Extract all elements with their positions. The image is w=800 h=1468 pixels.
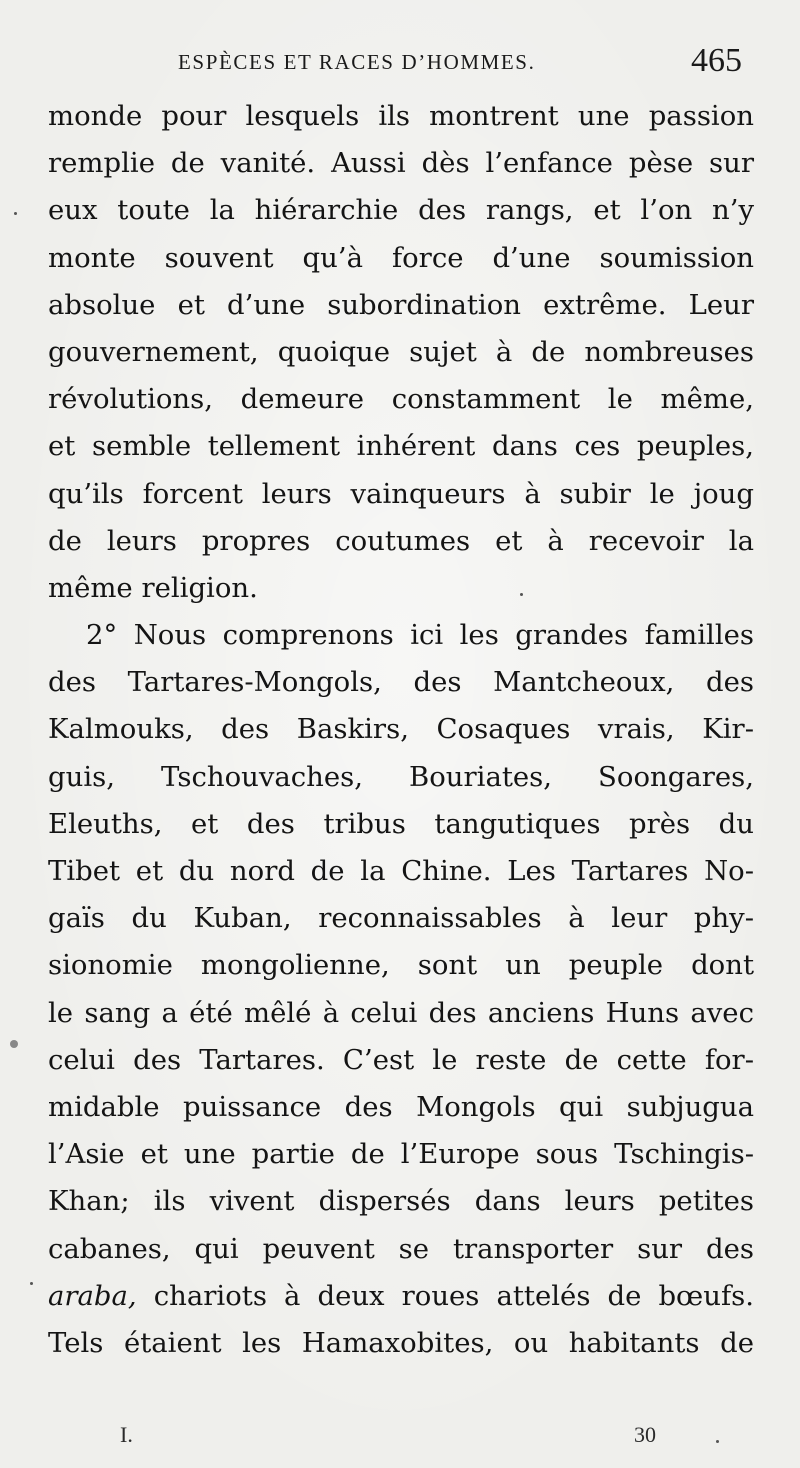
text-line: révolutions, demeure constamment le même, — [48, 383, 754, 416]
text-line: Tels étaient les Hamaxobites, ou habitants de — [48, 1326, 754, 1359]
page-number: 465 — [691, 42, 742, 79]
text-line: l’Asie et une partie de l’Europe sous Tschingis- — [48, 1138, 754, 1171]
ink-speck — [520, 593, 523, 596]
text-line: absolue et d’une subordination extrême. Leur — [48, 288, 754, 321]
signature-mark-right: 30 — [634, 1422, 656, 1447]
ink-speck — [30, 1282, 33, 1285]
running-head: ESPÈCES ET RACES D’HOMMES. — [178, 50, 536, 74]
text-line: monte souvent qu’à force d’une soumission — [48, 241, 754, 274]
text-line: Eleuths, et des tribus tangutiques près du — [48, 807, 754, 840]
text-line: des Tartares-Mongols, des Mantcheoux, des — [48, 666, 754, 699]
page-footer — [0, 1422, 800, 1456]
body-text — [48, 93, 754, 1367]
text-line: celui des Tartares. C’est le reste de cette for- — [48, 1043, 754, 1076]
ink-speck — [716, 1440, 719, 1443]
ink-speck — [10, 1040, 18, 1048]
text-line: cabanes, qui peuvent se transporter sur des — [48, 1232, 754, 1265]
text-line: Kalmouks, des Baskirs, Cosaques vrais, Kir- — [48, 713, 754, 746]
text-line: et semble tellement inhérent dans ces peuples, — [48, 430, 754, 463]
text-line: midable puissance des Mongols qui subjugua — [48, 1090, 754, 1123]
text-line: monde pour lesquels ils montrent une passion — [48, 100, 754, 132]
signature-mark-left: I. — [120, 1422, 133, 1447]
text-line: de leurs propres coutumes et à recevoir la — [48, 524, 754, 557]
text-line: guis, Tschouvaches, Bouriates, Soongares, — [48, 760, 754, 793]
text-line: même religion. — [48, 571, 258, 604]
text-line: gouvernement, quoique sujet à de nombreuses — [48, 335, 754, 368]
line-remainder: chariots à deux roues attelés de bœufs. — [153, 1279, 754, 1312]
text-line: Khan; ils vivent dispersés dans leurs petites — [48, 1185, 754, 1218]
text-line: qu’ils forcent leurs vainqueurs à subir le joug — [48, 477, 754, 510]
text-line: Tibet et du nord de la Chine. Les Tartares No- — [48, 855, 754, 887]
text-line: eux toute la hiérarchie des rangs, et l’on n’y — [48, 194, 754, 227]
paragraph-start-line: 2° Nous comprenons ici les grandes familles — [86, 619, 754, 652]
text-line-with-italic — [48, 1273, 754, 1320]
page-header — [0, 38, 800, 88]
italic-word: araba, — [48, 1279, 137, 1312]
ink-speck — [14, 212, 17, 215]
text-line: gaïs du Kuban, reconnaissables à leur phy- — [48, 902, 754, 935]
text-line: le sang a été mêlé à celui des anciens Huns avec — [48, 996, 754, 1029]
text-line: remplie de vanité. Aussi dès l’enfance pèse sur — [48, 147, 754, 180]
text-line: sionomie mongolienne, sont un peuple dont — [48, 949, 754, 982]
